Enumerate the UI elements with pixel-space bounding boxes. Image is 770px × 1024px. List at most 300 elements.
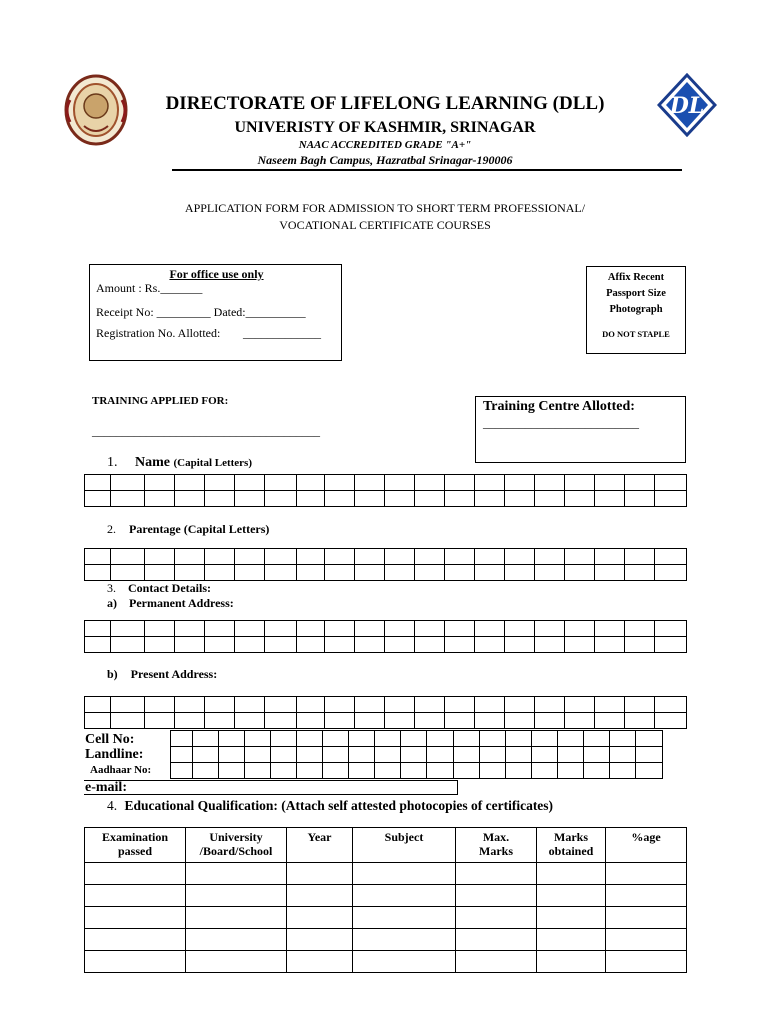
qualification-cell[interactable] (85, 929, 186, 951)
qualification-cell[interactable] (456, 885, 537, 907)
qualification-cell[interactable] (537, 907, 606, 929)
char-cell[interactable] (235, 637, 265, 653)
present-label: Present Address: (130, 667, 218, 681)
aadhaar-grid[interactable] (170, 762, 663, 779)
char-cell[interactable] (505, 637, 535, 653)
char-cell[interactable] (85, 491, 111, 507)
char-cell[interactable] (325, 697, 355, 713)
char-cell[interactable] (557, 731, 583, 747)
char-cell[interactable] (85, 549, 111, 565)
char-cell[interactable] (171, 747, 193, 763)
char-cell[interactable] (175, 621, 205, 637)
char-cell[interactable] (145, 697, 175, 713)
char-cell[interactable] (175, 491, 205, 507)
char-cell[interactable] (355, 491, 385, 507)
char-cell[interactable] (535, 621, 565, 637)
qualification-cell[interactable] (287, 863, 353, 885)
char-cell[interactable] (111, 549, 145, 565)
qualification-cell[interactable] (287, 907, 353, 929)
char-cell[interactable] (385, 475, 415, 491)
char-cell[interactable] (655, 565, 687, 581)
char-cell[interactable] (385, 637, 415, 653)
char-cell[interactable] (625, 549, 655, 565)
qualification-cell[interactable] (456, 907, 537, 929)
char-cell[interactable] (349, 731, 375, 747)
grid-row (85, 637, 687, 653)
header-text: obtained (548, 844, 594, 858)
char-cell[interactable] (565, 491, 595, 507)
char-cell[interactable] (427, 763, 453, 779)
header-text: Subject (384, 830, 424, 844)
char-cell[interactable] (297, 475, 325, 491)
char-cell[interactable] (111, 713, 145, 729)
header-text: Max. (482, 830, 510, 844)
char-cell[interactable] (595, 697, 625, 713)
char-cell[interactable] (609, 731, 635, 747)
qualification-cell[interactable] (606, 929, 687, 951)
qualification-header-cell (85, 828, 186, 863)
char-cell[interactable] (445, 621, 475, 637)
char-cell[interactable] (583, 731, 609, 747)
permanent-num: a) (107, 596, 117, 610)
char-cell[interactable] (625, 637, 655, 653)
name-label: Name (135, 455, 170, 470)
qualification-cell[interactable] (186, 863, 287, 885)
char-cell[interactable] (445, 697, 475, 713)
char-cell[interactable] (565, 621, 595, 637)
char-cell[interactable] (609, 763, 635, 779)
char-cell[interactable] (385, 697, 415, 713)
qualification-cell[interactable] (537, 929, 606, 951)
char-cell[interactable] (325, 621, 355, 637)
char-cell[interactable] (453, 731, 479, 747)
grid-row (85, 549, 687, 565)
char-cell[interactable] (655, 637, 687, 653)
char-cell[interactable] (325, 475, 355, 491)
char-cell[interactable] (245, 747, 271, 763)
char-cell[interactable] (85, 565, 111, 581)
char-cell[interactable] (111, 565, 145, 581)
grid-row (171, 731, 663, 747)
char-cell[interactable] (505, 731, 531, 747)
char-cell[interactable] (505, 621, 535, 637)
char-cell[interactable] (193, 763, 219, 779)
char-cell[interactable] (505, 697, 535, 713)
char-cell[interactable] (265, 713, 297, 729)
qualification-cell[interactable] (186, 907, 287, 929)
qualification-cell[interactable] (353, 951, 456, 973)
char-cell[interactable] (655, 549, 687, 565)
char-cell[interactable] (595, 549, 625, 565)
char-cell[interactable] (479, 731, 505, 747)
char-cell[interactable] (445, 565, 475, 581)
contact-label: Contact Details: (128, 581, 211, 595)
char-cell[interactable] (325, 491, 355, 507)
char-cell[interactable] (595, 565, 625, 581)
aadhaar-label: Aadhaar No: (90, 764, 152, 776)
char-cell[interactable] (355, 697, 385, 713)
qualification-cell[interactable] (606, 907, 687, 929)
char-cell[interactable] (145, 475, 175, 491)
char-cell[interactable] (297, 637, 325, 653)
char-cell[interactable] (175, 713, 205, 729)
header-text: %age (631, 830, 661, 844)
char-cell[interactable] (235, 549, 265, 565)
qualification-cell[interactable] (456, 863, 537, 885)
qualification-cell[interactable] (287, 951, 353, 973)
char-cell[interactable] (415, 475, 445, 491)
char-cell[interactable] (219, 763, 245, 779)
char-cell[interactable] (475, 697, 505, 713)
char-cell[interactable] (475, 713, 505, 729)
char-cell[interactable] (205, 621, 235, 637)
char-cell[interactable] (535, 565, 565, 581)
char-cell[interactable] (175, 549, 205, 565)
header-text: Marks (554, 830, 588, 844)
campus-address: Naseem Bagh Campus, Hazratbal Srinagar-190006 (257, 153, 513, 167)
qualification-cell[interactable] (85, 951, 186, 973)
char-cell[interactable] (85, 697, 111, 713)
char-cell[interactable] (445, 491, 475, 507)
char-cell[interactable] (535, 697, 565, 713)
char-cell[interactable] (583, 763, 609, 779)
char-cell[interactable] (205, 549, 235, 565)
amount-field[interactable]: Amount : Rs._______ (96, 281, 203, 295)
char-cell[interactable] (595, 491, 625, 507)
photo-box[interactable] (586, 266, 686, 354)
char-cell[interactable] (595, 713, 625, 729)
char-cell[interactable] (349, 747, 375, 763)
char-cell[interactable] (297, 763, 323, 779)
char-cell[interactable] (265, 621, 297, 637)
qualification-row (85, 885, 687, 907)
qualification-cell[interactable] (353, 863, 456, 885)
char-cell[interactable] (635, 731, 662, 747)
char-cell[interactable] (355, 621, 385, 637)
char-cell[interactable] (145, 713, 175, 729)
char-cell[interactable] (145, 621, 175, 637)
char-cell[interactable] (205, 637, 235, 653)
char-cell[interactable] (625, 475, 655, 491)
qualification-cell[interactable] (85, 863, 186, 885)
char-cell[interactable] (505, 763, 531, 779)
char-cell[interactable] (375, 731, 401, 747)
char-cell[interactable] (535, 475, 565, 491)
char-cell[interactable] (635, 763, 662, 779)
char-cell[interactable] (415, 491, 445, 507)
char-cell[interactable] (475, 549, 505, 565)
char-cell[interactable] (323, 731, 349, 747)
char-cell[interactable] (505, 747, 531, 763)
char-cell[interactable] (609, 747, 635, 763)
char-cell[interactable] (205, 713, 235, 729)
char-cell[interactable] (235, 697, 265, 713)
char-cell[interactable] (325, 549, 355, 565)
char-cell[interactable] (505, 475, 535, 491)
char-cell[interactable] (401, 763, 427, 779)
char-cell[interactable] (265, 637, 297, 653)
qualification-header-cell (606, 828, 687, 863)
char-cell[interactable] (479, 763, 505, 779)
char-cell[interactable] (111, 475, 145, 491)
char-cell[interactable] (427, 747, 453, 763)
char-cell[interactable] (323, 747, 349, 763)
char-cell[interactable] (355, 637, 385, 653)
char-cell[interactable] (325, 713, 355, 729)
contact-section-label (107, 581, 234, 611)
char-cell[interactable] (145, 491, 175, 507)
char-cell[interactable] (111, 491, 145, 507)
char-cell[interactable] (565, 549, 595, 565)
char-cell[interactable] (85, 637, 111, 653)
name-grid[interactable] (84, 474, 687, 507)
qualification-cell[interactable] (606, 885, 687, 907)
char-cell[interactable] (111, 621, 145, 637)
char-cell[interactable] (595, 475, 625, 491)
char-cell[interactable] (453, 763, 479, 779)
email-label: e-mail: (85, 780, 127, 795)
char-cell[interactable] (175, 565, 205, 581)
char-cell[interactable] (297, 697, 325, 713)
char-cell[interactable] (265, 475, 297, 491)
char-cell[interactable] (193, 731, 219, 747)
char-cell[interactable] (445, 549, 475, 565)
permanent-address-grid[interactable] (84, 620, 687, 653)
qualification-cell[interactable] (186, 929, 287, 951)
registration-field[interactable]: _____________ (243, 326, 321, 340)
char-cell[interactable] (655, 475, 687, 491)
char-cell[interactable] (297, 747, 323, 763)
qualification-cell[interactable] (287, 885, 353, 907)
char-cell[interactable] (355, 713, 385, 729)
char-cell[interactable] (355, 565, 385, 581)
grid-row (85, 565, 687, 581)
photo-line1: Affix Recent (607, 272, 665, 283)
qualification-cell[interactable] (606, 951, 687, 973)
char-cell[interactable] (565, 637, 595, 653)
char-cell[interactable] (323, 763, 349, 779)
char-cell[interactable] (297, 565, 325, 581)
char-cell[interactable] (205, 565, 235, 581)
char-cell[interactable] (385, 549, 415, 565)
char-cell[interactable] (505, 565, 535, 581)
char-cell[interactable] (595, 621, 625, 637)
char-cell[interactable] (505, 491, 535, 507)
char-cell[interactable] (297, 491, 325, 507)
receipt-field[interactable]: Receipt No: _________ Dated:__________ (96, 305, 306, 319)
qualification-cell[interactable] (353, 885, 456, 907)
char-cell[interactable] (505, 549, 535, 565)
grid-row (85, 697, 687, 713)
char-cell[interactable] (475, 621, 505, 637)
training-centre-box (475, 396, 686, 463)
qualification-cell[interactable] (353, 907, 456, 929)
char-cell[interactable] (265, 565, 297, 581)
char-cell[interactable] (453, 747, 479, 763)
char-cell[interactable] (415, 565, 445, 581)
char-cell[interactable] (445, 637, 475, 653)
header-text: passed (117, 844, 152, 858)
char-cell[interactable] (565, 713, 595, 729)
photo-line2: Passport Size (606, 288, 666, 299)
present-address-grid[interactable] (84, 696, 687, 729)
char-cell[interactable] (297, 731, 323, 747)
char-cell[interactable] (265, 491, 297, 507)
qualification-cell[interactable] (186, 951, 287, 973)
char-cell[interactable] (145, 549, 175, 565)
char-cell[interactable] (111, 637, 145, 653)
char-cell[interactable] (375, 763, 401, 779)
char-cell[interactable] (475, 637, 505, 653)
char-cell[interactable] (297, 713, 325, 729)
char-cell[interactable] (635, 747, 662, 763)
char-cell[interactable] (193, 747, 219, 763)
char-cell[interactable] (625, 565, 655, 581)
char-cell[interactable] (445, 713, 475, 729)
char-cell[interactable] (655, 491, 687, 507)
char-cell[interactable] (535, 637, 565, 653)
photo-note: DO NOT STAPLE (602, 329, 670, 339)
qualification-cell[interactable] (85, 907, 186, 929)
qualification-cell[interactable] (537, 863, 606, 885)
char-cell[interactable] (401, 731, 427, 747)
char-cell[interactable] (531, 747, 557, 763)
email-field[interactable] (84, 780, 458, 795)
char-cell[interactable] (171, 731, 193, 747)
char-cell[interactable] (505, 713, 535, 729)
char-cell[interactable] (175, 637, 205, 653)
qualification-cell[interactable] (353, 929, 456, 951)
char-cell[interactable] (557, 747, 583, 763)
header-text: Marks (479, 844, 513, 858)
char-cell[interactable] (445, 475, 475, 491)
char-cell[interactable] (655, 621, 687, 637)
qualification-cell[interactable] (456, 929, 537, 951)
char-cell[interactable] (175, 697, 205, 713)
char-cell[interactable] (655, 697, 687, 713)
char-cell[interactable] (385, 621, 415, 637)
char-cell[interactable] (475, 565, 505, 581)
char-cell[interactable] (565, 697, 595, 713)
char-cell[interactable] (479, 747, 505, 763)
photo-line3: Photograph (609, 304, 663, 315)
char-cell[interactable] (475, 475, 505, 491)
char-cell[interactable] (85, 621, 111, 637)
char-cell[interactable] (535, 491, 565, 507)
char-cell[interactable] (245, 731, 271, 747)
char-cell[interactable] (235, 475, 265, 491)
char-cell[interactable] (415, 697, 445, 713)
char-cell[interactable] (111, 697, 145, 713)
grid-row (85, 475, 687, 491)
char-cell[interactable] (535, 713, 565, 729)
qualification-header-cell (456, 828, 537, 863)
char-cell[interactable] (415, 637, 445, 653)
qualification-cell[interactable] (606, 863, 687, 885)
qualification-cell[interactable] (537, 951, 606, 973)
char-cell[interactable] (205, 697, 235, 713)
char-cell[interactable] (355, 475, 385, 491)
char-cell[interactable] (475, 491, 505, 507)
char-cell[interactable] (235, 713, 265, 729)
char-cell[interactable] (205, 491, 235, 507)
char-cell[interactable] (219, 747, 245, 763)
char-cell[interactable] (325, 637, 355, 653)
qualification-cell[interactable] (186, 885, 287, 907)
char-cell[interactable] (205, 475, 235, 491)
char-cell[interactable] (85, 713, 111, 729)
char-cell[interactable] (297, 549, 325, 565)
char-cell[interactable] (85, 475, 111, 491)
training-centre-label: Training Centre Allotted: (483, 399, 635, 414)
char-cell[interactable] (595, 637, 625, 653)
training-centre-field[interactable]: __________________________ (483, 416, 639, 430)
char-cell[interactable] (625, 491, 655, 507)
char-cell[interactable] (655, 713, 687, 729)
phone-grid[interactable] (170, 730, 663, 763)
training-applied-label: TRAINING APPLIED FOR: (92, 395, 229, 407)
char-cell[interactable] (265, 697, 297, 713)
char-cell[interactable] (531, 763, 557, 779)
char-cell[interactable] (219, 731, 245, 747)
qualification-cell[interactable] (537, 885, 606, 907)
char-cell[interactable] (271, 747, 297, 763)
char-cell[interactable] (385, 565, 415, 581)
char-cell[interactable] (415, 713, 445, 729)
char-cell[interactable] (245, 763, 271, 779)
char-cell[interactable] (535, 549, 565, 565)
char-cell[interactable] (175, 475, 205, 491)
char-cell[interactable] (401, 747, 427, 763)
char-cell[interactable] (565, 565, 595, 581)
parentage-grid[interactable] (84, 548, 687, 581)
char-cell[interactable] (427, 731, 453, 747)
char-cell[interactable] (271, 763, 297, 779)
char-cell[interactable] (385, 491, 415, 507)
char-cell[interactable] (271, 731, 297, 747)
char-cell[interactable] (297, 621, 325, 637)
training-applied-field[interactable]: ______________________________________ (92, 424, 320, 438)
char-cell[interactable] (235, 565, 265, 581)
qualification-cell[interactable] (287, 929, 353, 951)
char-cell[interactable] (349, 763, 375, 779)
char-cell[interactable] (565, 475, 595, 491)
char-cell[interactable] (625, 697, 655, 713)
char-cell[interactable] (355, 549, 385, 565)
char-cell[interactable] (235, 621, 265, 637)
char-cell[interactable] (171, 763, 193, 779)
char-cell[interactable] (145, 565, 175, 581)
char-cell[interactable] (625, 713, 655, 729)
qualification-row (85, 951, 687, 973)
university-name: UNIVERISTY OF KASHMIR, SRINAGAR (234, 119, 536, 136)
char-cell[interactable] (145, 637, 175, 653)
char-cell[interactable] (375, 747, 401, 763)
char-cell[interactable] (583, 747, 609, 763)
qualification-row (85, 863, 687, 885)
char-cell[interactable] (325, 565, 355, 581)
char-cell[interactable] (235, 491, 265, 507)
char-cell[interactable] (385, 713, 415, 729)
qualification-cell[interactable] (85, 885, 186, 907)
char-cell[interactable] (531, 731, 557, 747)
char-cell[interactable] (557, 763, 583, 779)
char-cell[interactable] (415, 621, 445, 637)
qualification-cell[interactable] (456, 951, 537, 973)
char-cell[interactable] (415, 549, 445, 565)
char-cell[interactable] (625, 621, 655, 637)
char-cell[interactable] (265, 549, 297, 565)
